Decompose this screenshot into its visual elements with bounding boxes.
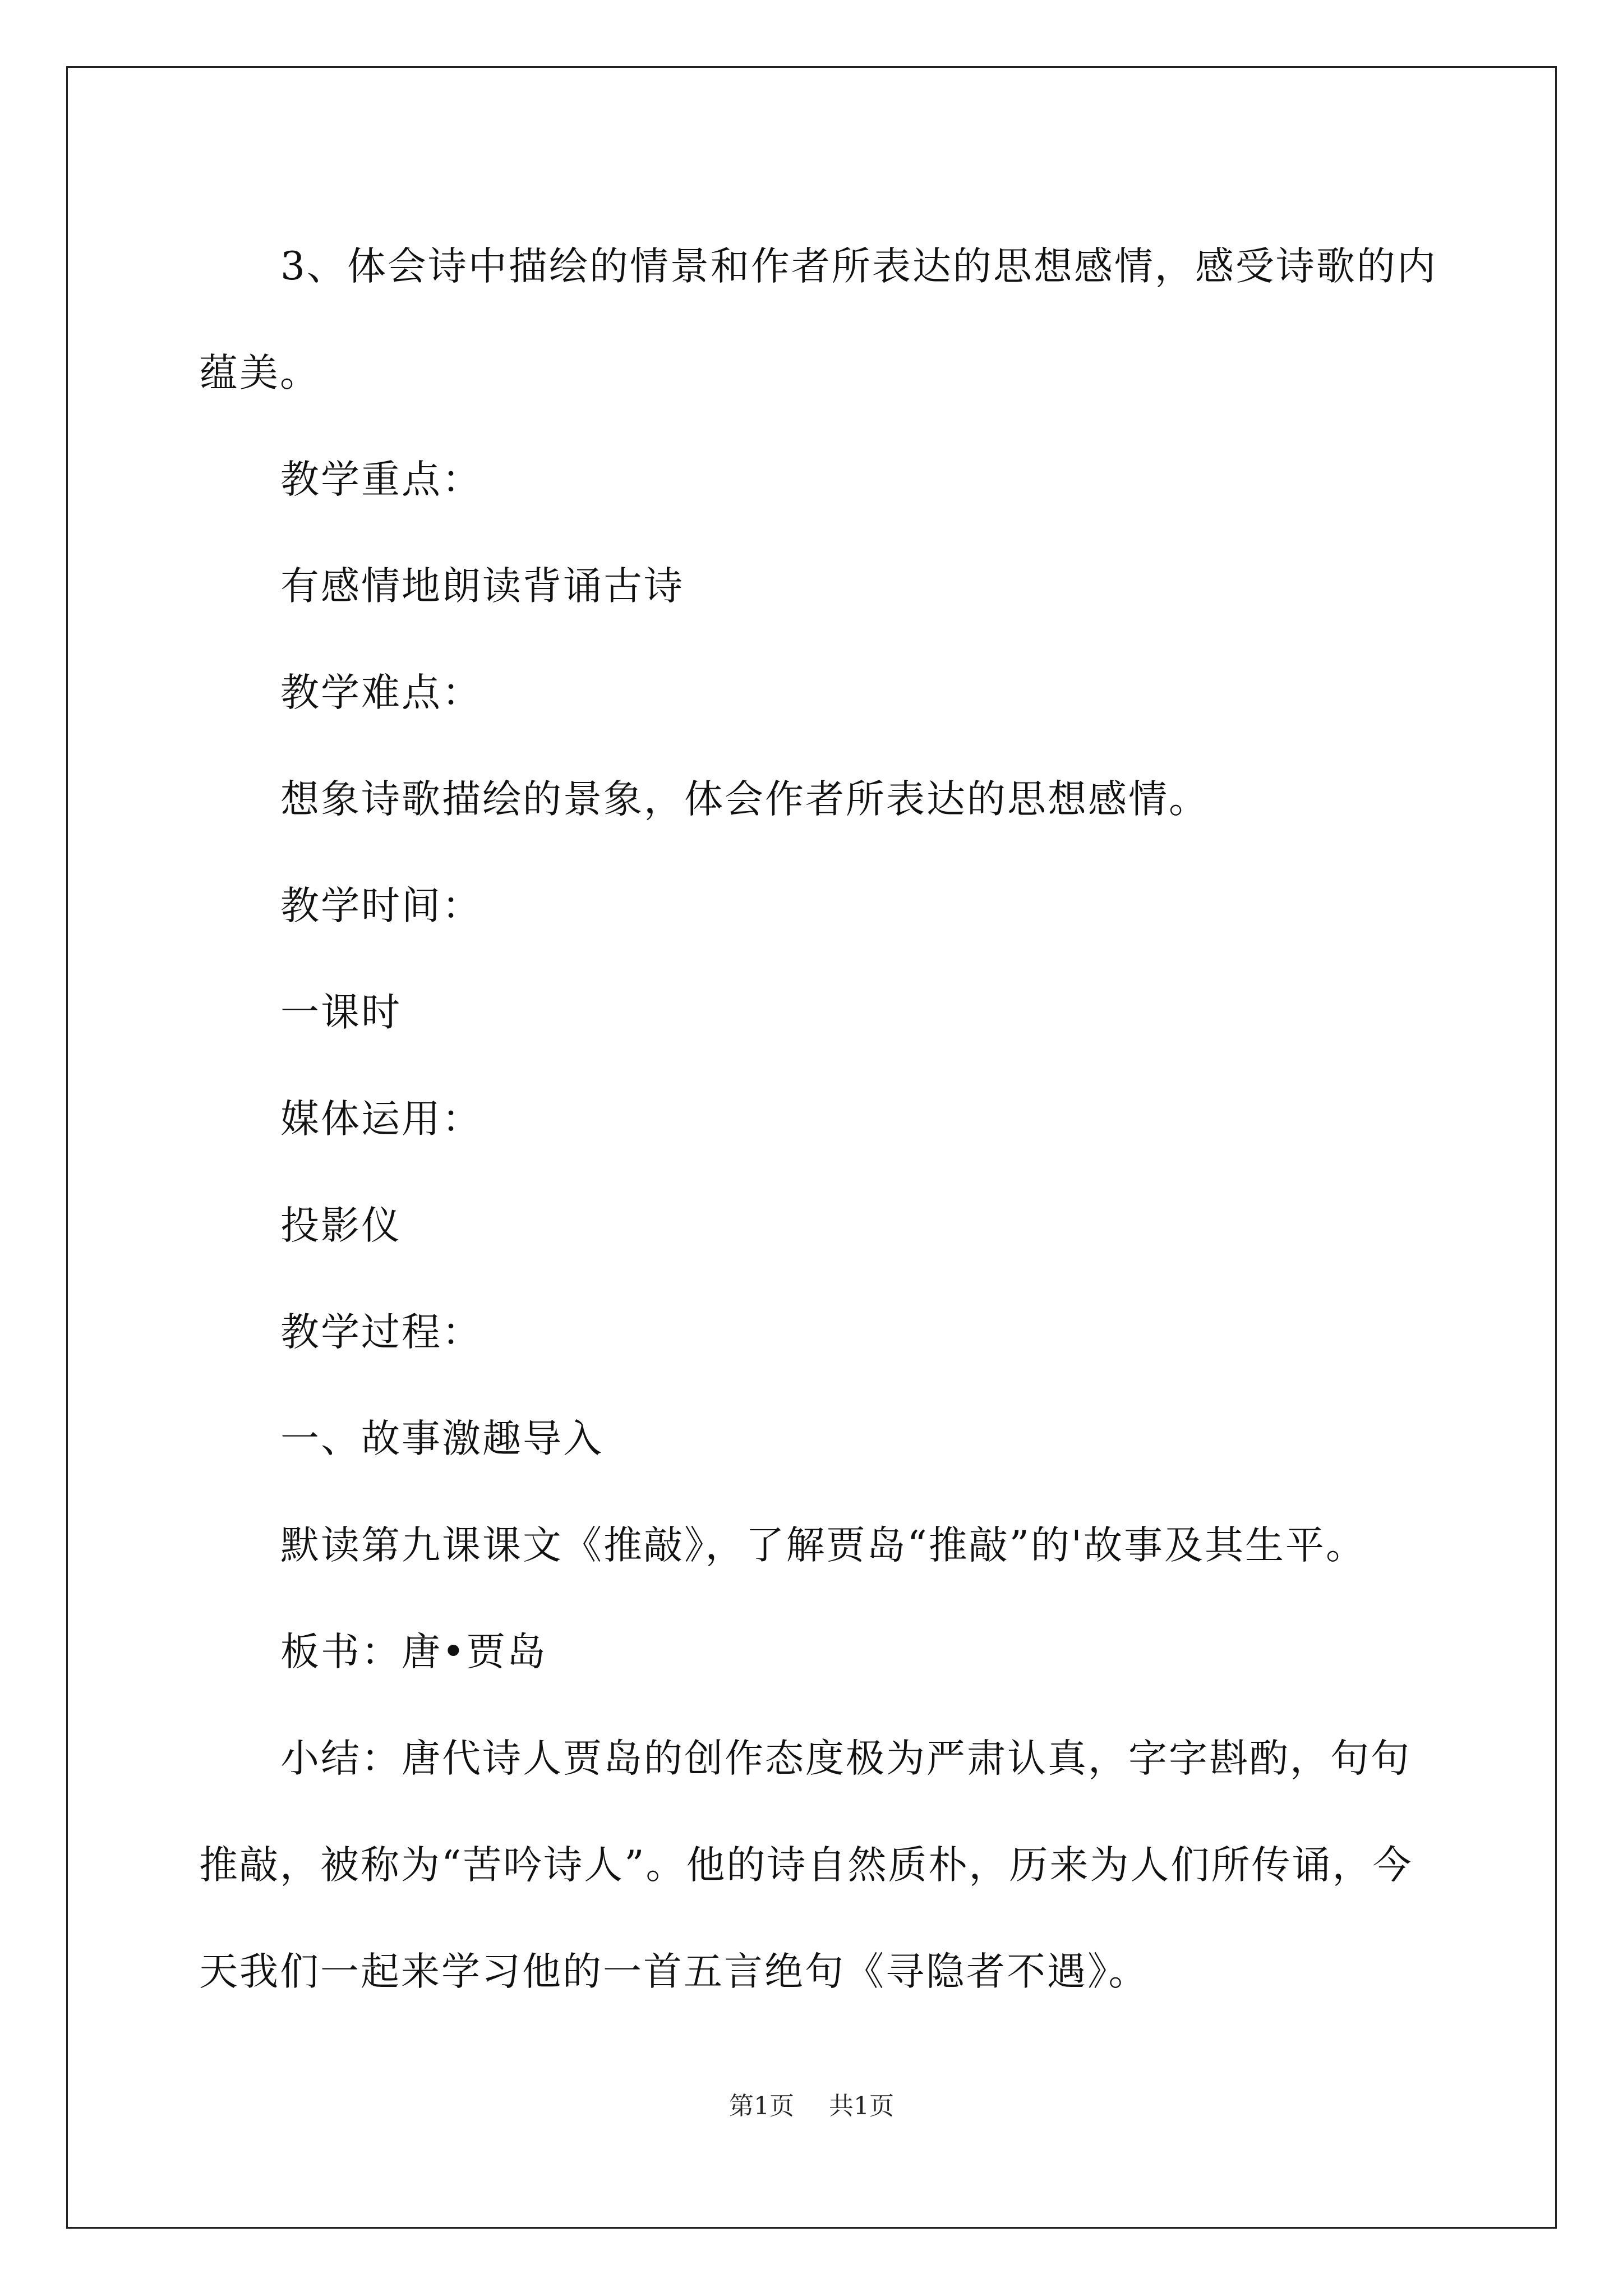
page-footer [0,2086,1623,2122]
paragraph-line: 有感情地朗读背诵古诗 [280,564,684,609]
paragraph-line: 默读第九课课文《推敲》，了解贾岛“推敲”的'故事及其生平。 [280,1523,1367,1568]
paragraph-line: 板书：唐•贾岛 [280,1630,547,1674]
section-heading: 媒体运用： [280,1097,482,1142]
section-heading: 教学难点： [280,670,482,715]
page-total: 共1页 [829,2092,894,2120]
paragraph-line: 投影仪 [280,1203,402,1248]
section-heading: 教学过程： [280,1310,482,1355]
paragraph-line: 蕴美。 [199,351,320,395]
paragraph-line: 小结：唐代诗人贾岛的创作态度极为严肃认真，字字斟酌，句句 [280,1736,1411,1781]
document-body [199,213,1437,2025]
paragraph-line: 一、故事激趣导入 [280,1416,603,1461]
paragraph-line: 推敲，被称为“苦吟诗人”。他的诗自然质朴，历来为人们所传诵，今 [199,1843,1413,1888]
paragraph-line: 想象诗歌描绘的景象，体会作者所表达的思想感情。 [280,777,1209,822]
section-heading: 教学重点： [280,457,482,502]
paragraph-line: 3、体会诗中描绘的情景和作者所表达的思想感情，感受诗歌的内 [280,244,1437,289]
page-number: 第1页 [729,2092,794,2120]
paragraph-line: 天我们一起来学习他的一首五言绝句《寻隐者不遇》。 [199,1949,1149,1994]
paragraph-line: 一课时 [280,990,402,1035]
section-heading: 教学时间： [280,884,482,928]
